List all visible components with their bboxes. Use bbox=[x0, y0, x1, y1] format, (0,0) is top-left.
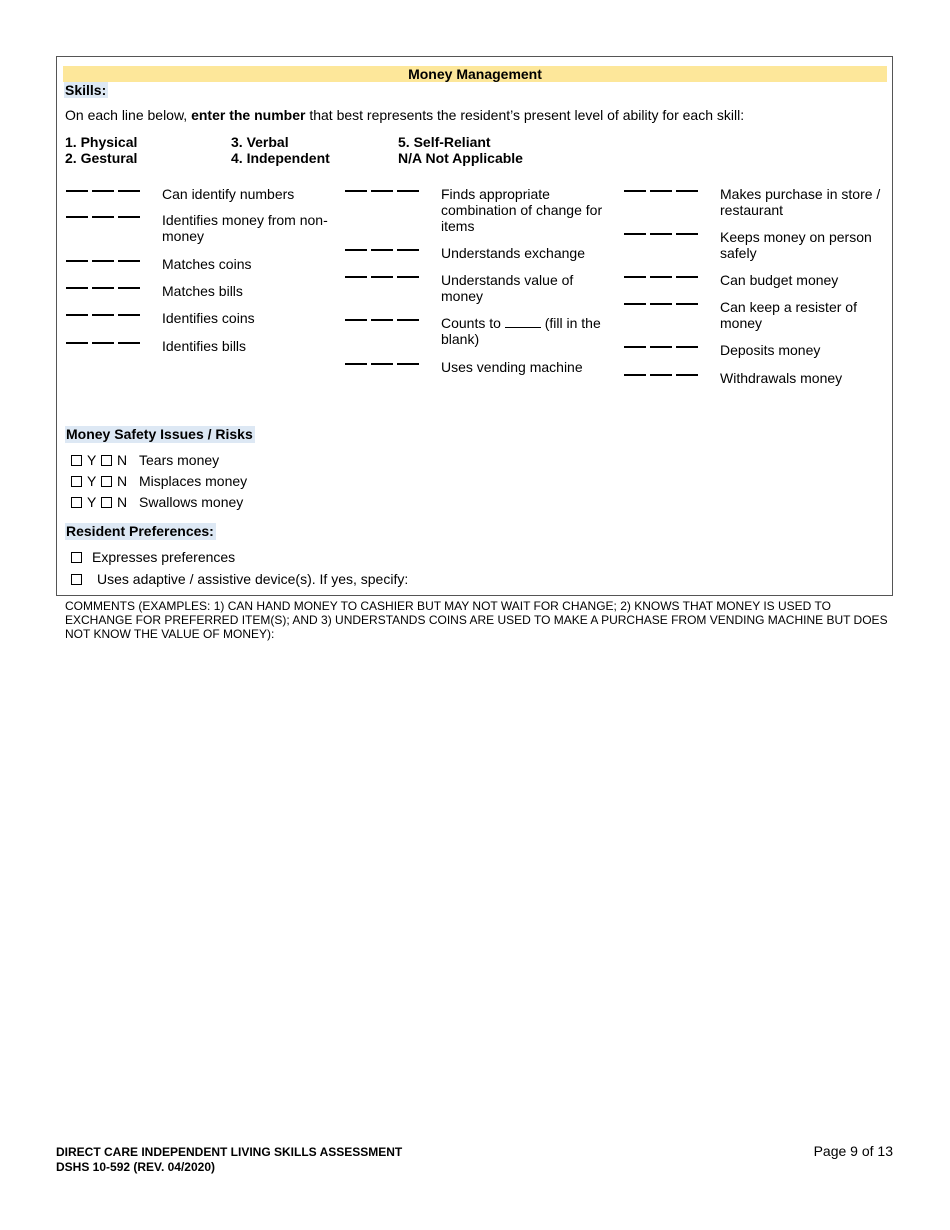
score-blanks[interactable] bbox=[66, 186, 162, 206]
skill-label: Deposits money bbox=[720, 342, 821, 358]
safety-item: Y N Swallows money bbox=[71, 494, 243, 510]
score-blanks[interactable] bbox=[345, 272, 441, 304]
score-blanks[interactable] bbox=[624, 370, 720, 390]
skill-label: Finds appropriate combination of change for items bbox=[441, 186, 603, 234]
skill-row bbox=[66, 212, 336, 244]
legend-col-2 bbox=[231, 134, 330, 166]
skill-row bbox=[345, 359, 611, 379]
skill-row bbox=[345, 245, 611, 265]
yes-checkbox[interactable] bbox=[71, 476, 82, 487]
skill-row bbox=[345, 315, 611, 347]
score-blanks[interactable] bbox=[624, 186, 720, 218]
legend-not-applicable: N/A Not Applicable bbox=[398, 150, 523, 166]
skill-row bbox=[345, 272, 611, 304]
safety-item-label: Tears money bbox=[139, 452, 220, 468]
legend-physical: 1. Physical bbox=[65, 134, 138, 150]
instruction-text: On each line below, enter the number that best represents the resident’s present level of ability for each skill: bbox=[65, 107, 745, 123]
legend-col-3 bbox=[398, 134, 523, 166]
safety-item: Y N Tears money bbox=[71, 452, 219, 468]
skill-row bbox=[624, 229, 885, 261]
legend-independent: 4. Independent bbox=[231, 150, 330, 166]
form-title: DIRECT CARE INDEPENDENT LIVING SKILLS ASSESSMENT bbox=[56, 1145, 403, 1159]
yes-checkbox[interactable] bbox=[71, 455, 82, 466]
no-checkbox[interactable] bbox=[101, 476, 112, 487]
preference-label: Expresses preferences bbox=[92, 549, 236, 565]
safety-risks-label: Money Safety Issues / Risks bbox=[66, 426, 253, 442]
skill-label: Identifies coins bbox=[162, 310, 255, 326]
skill-label: Matches coins bbox=[162, 256, 252, 272]
score-blanks[interactable] bbox=[624, 272, 720, 292]
legend-self-reliant: 5. Self-Reliant bbox=[398, 134, 491, 150]
skill-label: Can identify numbers bbox=[162, 186, 295, 202]
no-checkbox[interactable] bbox=[101, 497, 112, 508]
preference-item bbox=[71, 571, 408, 587]
skill-label: Keeps money on person safely bbox=[720, 229, 872, 261]
preference-item bbox=[71, 549, 235, 565]
skill-row bbox=[624, 299, 885, 331]
skill-label: Uses vending machine bbox=[441, 359, 583, 375]
skill-row bbox=[66, 310, 336, 330]
score-blanks[interactable] bbox=[345, 315, 441, 347]
page-number: Page 9 of 13 bbox=[813, 1143, 893, 1159]
no-checkbox[interactable] bbox=[101, 455, 112, 466]
score-blanks[interactable] bbox=[66, 212, 162, 244]
skill-label: Matches bills bbox=[162, 283, 243, 299]
preference-label: Uses adaptive / assistive device(s). If yes, specify: bbox=[97, 571, 409, 587]
comments-label: COMMENTS (EXAMPLES: 1) CAN HAND MONEY TO CASHIER BUT MAY NOT WAIT FOR CHANGE; 2) KNOWS THAT MONEY IS USED TO EXCHANGE FOR PREFERRED ITEM(S); AND 3) UNDERSTANDS COINS ARE USED TO MAKE A PURCHASE FROM VENDING MACHINE BUT DOES NOT KNOW THE VALUE OF MONEY): bbox=[65, 599, 888, 641]
skill-label: Can budget money bbox=[720, 272, 839, 288]
skill-label: Identifies money from non-money bbox=[162, 212, 328, 244]
score-blanks[interactable] bbox=[66, 283, 162, 303]
skills-label: Skills: bbox=[65, 82, 107, 98]
skill-row bbox=[66, 256, 336, 276]
skill-label: Makes purchase in store / restaurant bbox=[720, 186, 881, 218]
skill-row bbox=[66, 283, 336, 303]
score-blanks[interactable] bbox=[66, 338, 162, 358]
skill-row bbox=[624, 186, 885, 218]
skill-row bbox=[66, 338, 336, 358]
count-to-blank[interactable] bbox=[505, 315, 541, 328]
form-number: DSHS 10-592 (REV. 04/2020) bbox=[56, 1160, 215, 1174]
skill-row bbox=[345, 186, 611, 234]
skill-label: Understands exchange bbox=[441, 245, 585, 261]
section-title: Money Management bbox=[63, 66, 887, 82]
adaptive-device-checkbox[interactable] bbox=[71, 574, 82, 585]
skill-label: Can keep a resister of money bbox=[720, 299, 857, 331]
safety-item-label: Swallows money bbox=[139, 494, 244, 510]
skill-row bbox=[624, 272, 885, 292]
skill-label: Understands value of money bbox=[441, 272, 574, 304]
score-blanks[interactable] bbox=[624, 229, 720, 261]
yes-checkbox[interactable] bbox=[71, 497, 82, 508]
skill-row bbox=[66, 186, 336, 206]
score-blanks[interactable] bbox=[66, 256, 162, 276]
skill-label: Withdrawals money bbox=[720, 370, 843, 386]
resident-preferences-label: Resident Preferences: bbox=[66, 523, 214, 539]
footer-form-info bbox=[56, 1145, 402, 1175]
safety-item: Y N Misplaces money bbox=[71, 473, 247, 489]
score-blanks[interactable] bbox=[66, 310, 162, 330]
skill-row bbox=[624, 370, 885, 390]
safety-item-label: Misplaces money bbox=[139, 473, 248, 489]
legend-col-1 bbox=[65, 134, 137, 166]
legend-gestural: 2. Gestural bbox=[65, 150, 138, 166]
legend-verbal: 3. Verbal bbox=[231, 134, 289, 150]
score-blanks[interactable] bbox=[624, 299, 720, 331]
skill-row bbox=[624, 342, 885, 362]
skill-label: Counts to (fill in the blank) bbox=[441, 315, 601, 347]
score-blanks[interactable] bbox=[345, 245, 441, 265]
skill-label: Identifies bills bbox=[162, 338, 247, 354]
score-blanks[interactable] bbox=[624, 342, 720, 362]
money-management-section bbox=[56, 56, 893, 596]
score-blanks[interactable] bbox=[345, 186, 441, 234]
expresses-preferences-checkbox[interactable] bbox=[71, 552, 82, 563]
score-blanks[interactable] bbox=[345, 359, 441, 379]
